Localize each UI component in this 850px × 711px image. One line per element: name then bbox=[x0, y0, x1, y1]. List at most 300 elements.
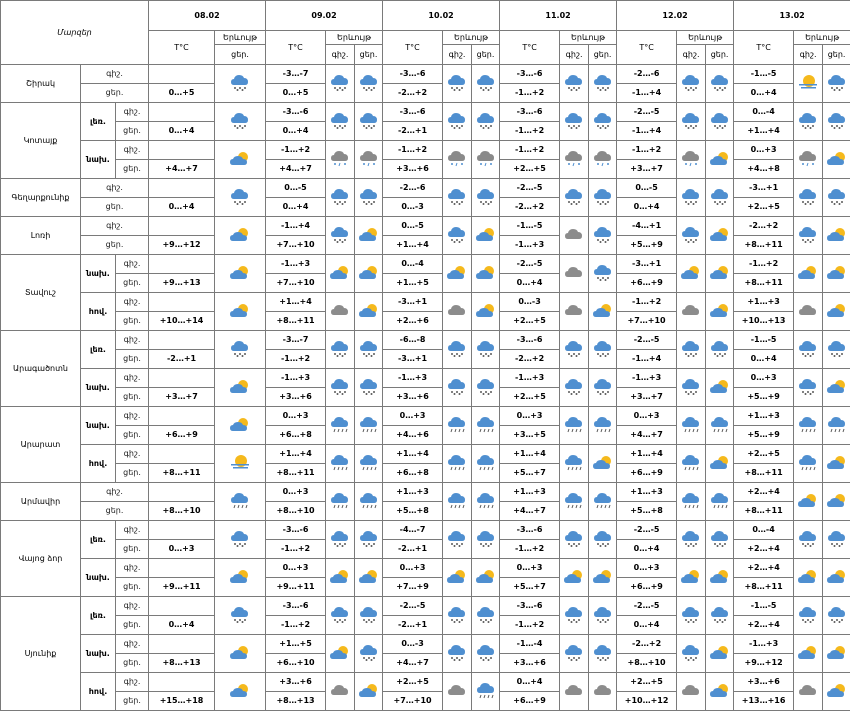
temperature: -1…+3 bbox=[500, 236, 560, 255]
temperature: +2…+4 bbox=[734, 483, 794, 502]
phenomenon-cell bbox=[677, 559, 706, 597]
temperature bbox=[149, 293, 215, 312]
phenomenon-cell bbox=[823, 65, 850, 103]
temperature: +10…+14 bbox=[149, 312, 215, 331]
sun-cloud-icon bbox=[358, 682, 380, 701]
sun-cloud-icon bbox=[826, 454, 848, 473]
cloud-snow-icon bbox=[592, 226, 614, 245]
night-header: գիշ. bbox=[794, 45, 823, 65]
temperature: -1…+3 bbox=[266, 255, 326, 274]
phenomenon-cell bbox=[589, 331, 617, 369]
sun-cloud-icon bbox=[709, 644, 731, 663]
sun-cloud-icon bbox=[229, 568, 251, 587]
temperature: -2…-5 bbox=[617, 597, 677, 616]
temperature: +6…+9 bbox=[617, 274, 677, 293]
night-header: գիշ. bbox=[677, 45, 706, 65]
cloud-rain-icon bbox=[797, 416, 819, 435]
phenomenon-cell bbox=[560, 483, 589, 521]
phenomenon-cell bbox=[215, 103, 266, 141]
cloud-snow-icon bbox=[826, 74, 848, 93]
temperature: -1…+4 bbox=[266, 217, 326, 236]
phenomenon-cell bbox=[215, 521, 266, 559]
cloud-snow-icon bbox=[475, 74, 497, 93]
temperature: +9…+11 bbox=[149, 578, 215, 597]
phenomenon-cell bbox=[215, 293, 266, 331]
temperature: -1…+2 bbox=[266, 540, 326, 559]
temperature: -1…+2 bbox=[266, 141, 326, 160]
temperature: 0…+3 bbox=[734, 369, 794, 388]
temperature: -1…-5 bbox=[734, 331, 794, 350]
sun-cloud-icon bbox=[358, 302, 380, 321]
phenomenon-cell bbox=[472, 293, 500, 331]
phenomenon-cell bbox=[443, 483, 472, 521]
cloud-snow-icon bbox=[358, 378, 380, 397]
cloud-sleet-icon bbox=[446, 150, 468, 169]
temperature bbox=[149, 217, 215, 236]
temperature: -1…+2 bbox=[734, 255, 794, 274]
phenomenon-cell bbox=[443, 103, 472, 141]
phenomenon-cell bbox=[560, 369, 589, 407]
table-row bbox=[1, 369, 850, 388]
temperature: 0…-4 bbox=[734, 521, 794, 540]
day-label: ցեր. bbox=[116, 692, 149, 711]
temperature: -1…+2 bbox=[500, 141, 560, 160]
phenomenon-header: Երևույթ bbox=[677, 31, 734, 45]
cloud-snow-icon bbox=[592, 74, 614, 93]
temperature: +4…+7 bbox=[266, 160, 326, 179]
sun-cloud-icon bbox=[358, 264, 380, 283]
phenomenon-cell bbox=[355, 407, 383, 445]
cloud-icon bbox=[592, 682, 614, 701]
temp-header: T°C bbox=[149, 31, 215, 65]
temperature: +5…+9 bbox=[734, 426, 794, 445]
temperature: -1…+4 bbox=[617, 122, 677, 141]
cloud-snow-icon bbox=[592, 530, 614, 549]
region-name: Սյունիք bbox=[1, 597, 81, 711]
cloud-snow-icon bbox=[592, 606, 614, 625]
temperature: -3…-6 bbox=[500, 521, 560, 540]
phenomenon-cell bbox=[443, 673, 472, 711]
sun-cloud-icon bbox=[826, 682, 848, 701]
temperature: +8…+11 bbox=[734, 236, 794, 255]
cloud-snow-icon bbox=[563, 74, 585, 93]
night-label: գիշ. bbox=[116, 521, 149, 540]
temperature: 0…+4 bbox=[734, 350, 794, 369]
temperature: +3…+6 bbox=[500, 654, 560, 673]
temperature: 0…+4 bbox=[266, 198, 326, 217]
phenomenon-cell bbox=[443, 179, 472, 217]
temperature: 0…+3 bbox=[383, 407, 443, 426]
sun-cloud-icon bbox=[592, 454, 614, 473]
sun-cloud-icon bbox=[592, 568, 614, 587]
cloud-icon bbox=[563, 264, 585, 283]
date-10.02: 10.02 bbox=[383, 1, 500, 31]
cloud-snow-icon bbox=[358, 644, 380, 663]
temperature: +4…+7 bbox=[149, 160, 215, 179]
temperature: +9…+12 bbox=[734, 654, 794, 673]
cloud-rain-icon bbox=[680, 454, 702, 473]
sun-cloud-icon bbox=[709, 682, 731, 701]
cloud-snow-icon bbox=[329, 112, 351, 131]
sun-cloud-icon bbox=[446, 264, 468, 283]
temperature: 0…+3 bbox=[383, 559, 443, 578]
phenomenon-cell bbox=[443, 141, 472, 179]
temperature: +1…+3 bbox=[734, 293, 794, 312]
phenomenon-cell bbox=[794, 445, 823, 483]
temperature: -1…+3 bbox=[617, 369, 677, 388]
temperature: 0…-3 bbox=[383, 635, 443, 654]
cloud-snow-icon bbox=[446, 644, 468, 663]
cloud-snow-icon bbox=[446, 226, 468, 245]
temperature: +6…+9 bbox=[149, 426, 215, 445]
phenomenon-cell bbox=[560, 673, 589, 711]
temperature: +6…+9 bbox=[617, 578, 677, 597]
phenomenon-cell bbox=[472, 407, 500, 445]
temperature: -1…+2 bbox=[383, 141, 443, 160]
temperature: 0…+3 bbox=[734, 141, 794, 160]
phenomenon-cell bbox=[326, 65, 355, 103]
subregion-label: հով. bbox=[81, 673, 116, 711]
temperature: +6…+8 bbox=[266, 426, 326, 445]
cloud-icon bbox=[680, 302, 702, 321]
phenomenon-cell bbox=[706, 255, 734, 293]
temperature bbox=[149, 141, 215, 160]
cloud-snow-icon bbox=[475, 378, 497, 397]
phenomenon-header: Երևույթ bbox=[560, 31, 617, 45]
phenomenon-cell bbox=[706, 293, 734, 331]
phenomenon-cell bbox=[355, 673, 383, 711]
phenomenon-cell bbox=[589, 597, 617, 635]
sun-cloud-icon bbox=[229, 682, 251, 701]
temperature: +7…+10 bbox=[266, 236, 326, 255]
phenomenon-cell bbox=[677, 407, 706, 445]
region-name: Կոտայք bbox=[1, 103, 81, 179]
cloud-sleet-icon bbox=[563, 150, 585, 169]
sun-cloud-icon bbox=[229, 226, 251, 245]
temperature: +3…+6 bbox=[734, 673, 794, 692]
sun-cloud-icon bbox=[229, 378, 251, 397]
cloud-snow-icon bbox=[592, 644, 614, 663]
phenomenon-cell bbox=[326, 103, 355, 141]
phenomenon-cell bbox=[589, 673, 617, 711]
phenomenon-cell bbox=[355, 483, 383, 521]
phenomenon-cell bbox=[677, 255, 706, 293]
cloud-rain-icon bbox=[446, 492, 468, 511]
cloud-rain-icon bbox=[329, 492, 351, 511]
phenomenon-cell bbox=[355, 255, 383, 293]
cloud-snow-icon bbox=[592, 264, 614, 283]
phenomenon-cell bbox=[560, 559, 589, 597]
temperature: +2…+6 bbox=[383, 312, 443, 331]
temperature: -3…+1 bbox=[383, 350, 443, 369]
subregion-label: նախ. bbox=[81, 369, 116, 407]
sun-cloud-icon bbox=[709, 568, 731, 587]
cloud-sleet-icon bbox=[358, 150, 380, 169]
cloud-snow-icon bbox=[229, 74, 251, 93]
temperature: -1…+3 bbox=[383, 369, 443, 388]
cloud-rain-icon bbox=[563, 416, 585, 435]
sun-cloud-icon bbox=[680, 568, 702, 587]
temperature: 0…+3 bbox=[617, 407, 677, 426]
phenomenon-cell bbox=[589, 407, 617, 445]
phenomenon-cell bbox=[706, 407, 734, 445]
phenomenon-cell bbox=[677, 483, 706, 521]
phenomenon-cell bbox=[589, 445, 617, 483]
cloud-snow-icon bbox=[229, 112, 251, 131]
cloud-snow-icon bbox=[709, 340, 731, 359]
temperature: -6…-8 bbox=[383, 331, 443, 350]
temperature: +9…+12 bbox=[149, 236, 215, 255]
temperature: -3…-7 bbox=[266, 331, 326, 350]
temperature bbox=[149, 331, 215, 350]
temperature: +5…+8 bbox=[617, 502, 677, 521]
temperature: -1…+2 bbox=[500, 540, 560, 559]
temperature: +2…+4 bbox=[734, 559, 794, 578]
phenomenon-cell bbox=[326, 483, 355, 521]
temperature: -1…+4 bbox=[617, 350, 677, 369]
temperature: +8…+11 bbox=[734, 502, 794, 521]
temperature: +3…+7 bbox=[617, 388, 677, 407]
phenomenon-cell bbox=[472, 141, 500, 179]
temperature: 0…+3 bbox=[266, 483, 326, 502]
temperature: -2…+1 bbox=[383, 540, 443, 559]
phenomenon-cell bbox=[823, 217, 850, 255]
cloud-snow-icon bbox=[358, 188, 380, 207]
phenomenon-cell bbox=[794, 65, 823, 103]
cloud-snow-icon bbox=[475, 530, 497, 549]
corner-title: Մարզեր bbox=[1, 1, 149, 65]
day-header: ցեր. bbox=[215, 45, 266, 65]
temperature: +2…+4 bbox=[734, 616, 794, 635]
night-label: գիշ. bbox=[81, 65, 149, 84]
cloud-snow-icon bbox=[358, 340, 380, 359]
phenomenon-cell bbox=[823, 255, 850, 293]
temperature: -1…+2 bbox=[500, 84, 560, 103]
sun-cloud-icon bbox=[229, 264, 251, 283]
temperature: 0…+3 bbox=[500, 559, 560, 578]
temperature: -3…-6 bbox=[500, 103, 560, 122]
temperature: -4…-7 bbox=[383, 521, 443, 540]
cloud-snow-icon bbox=[475, 606, 497, 625]
temperature: -2…+2 bbox=[500, 198, 560, 217]
phenomenon-cell bbox=[589, 179, 617, 217]
temperature: +5…+8 bbox=[383, 502, 443, 521]
temperature: -1…+4 bbox=[617, 84, 677, 103]
temp-header: T°C bbox=[617, 31, 677, 65]
region-name: Լոռի bbox=[1, 217, 81, 255]
temperature: +1…+3 bbox=[734, 407, 794, 426]
temperature: +2…+5 bbox=[500, 160, 560, 179]
region-name: Տավուշ bbox=[1, 255, 81, 331]
temperature: +8…+11 bbox=[734, 274, 794, 293]
temperature: +6…+9 bbox=[617, 464, 677, 483]
phenomenon-cell bbox=[589, 103, 617, 141]
sun-cloud-icon bbox=[229, 644, 251, 663]
temperature: +6…+8 bbox=[383, 464, 443, 483]
phenomenon-cell bbox=[560, 635, 589, 673]
temperature: +3…+7 bbox=[617, 160, 677, 179]
phenomenon-cell bbox=[706, 483, 734, 521]
phenomenon-cell bbox=[472, 369, 500, 407]
temperature bbox=[149, 103, 215, 122]
day-label: ցեր. bbox=[116, 274, 149, 293]
phenomenon-cell bbox=[823, 521, 850, 559]
phenomenon-cell bbox=[823, 635, 850, 673]
phenomenon-cell bbox=[589, 217, 617, 255]
night-label: գիշ. bbox=[116, 559, 149, 578]
cloud-snow-icon bbox=[797, 530, 819, 549]
sun-cloud-icon bbox=[475, 226, 497, 245]
cloud-snow-icon bbox=[563, 644, 585, 663]
cloud-rain-icon bbox=[446, 416, 468, 435]
phenomenon-cell bbox=[443, 521, 472, 559]
date-09.02: 09.02 bbox=[266, 1, 383, 31]
sun-cloud-icon bbox=[229, 416, 251, 435]
temperature: +8…+11 bbox=[734, 578, 794, 597]
phenomenon-cell bbox=[326, 521, 355, 559]
phenomenon-cell bbox=[706, 673, 734, 711]
phenomenon-cell bbox=[472, 179, 500, 217]
temperature: -1…-4 bbox=[500, 635, 560, 654]
night-label: գիշ. bbox=[116, 331, 149, 350]
cloud-snow-icon bbox=[475, 188, 497, 207]
cloud-icon bbox=[446, 302, 468, 321]
temperature: +1…+4 bbox=[383, 236, 443, 255]
cloud-snow-icon bbox=[446, 606, 468, 625]
temperature: -3…+1 bbox=[383, 293, 443, 312]
phenomenon-cell bbox=[677, 65, 706, 103]
sun-cloud-icon bbox=[797, 644, 819, 663]
subregion-label: նախ. bbox=[81, 141, 116, 179]
day-header: ցեր. bbox=[823, 45, 850, 65]
temperature bbox=[149, 445, 215, 464]
cloud-snow-icon bbox=[709, 188, 731, 207]
table-row bbox=[1, 103, 850, 122]
sun-cloud-icon bbox=[797, 492, 819, 511]
sun-cloud-icon bbox=[709, 150, 731, 169]
phenomenon-cell bbox=[794, 141, 823, 179]
temperature: +8…+11 bbox=[266, 464, 326, 483]
day-label: ցեր. bbox=[81, 198, 149, 217]
subregion-label: լեռ. bbox=[81, 521, 116, 559]
temperature: -1…-5 bbox=[500, 217, 560, 236]
sun-cloud-icon bbox=[797, 264, 819, 283]
temperature bbox=[149, 255, 215, 274]
temperature: +3…+6 bbox=[266, 388, 326, 407]
phenomenon-cell bbox=[677, 141, 706, 179]
phenomenon-cell bbox=[355, 65, 383, 103]
temperature: +13…+16 bbox=[734, 692, 794, 711]
temperature: +2…+5 bbox=[500, 388, 560, 407]
cloud-rain-icon bbox=[475, 454, 497, 473]
temperature: -3…+1 bbox=[617, 255, 677, 274]
sun-cloud-icon bbox=[329, 644, 351, 663]
phenomenon-cell bbox=[326, 293, 355, 331]
temperature: 0…+4 bbox=[617, 540, 677, 559]
cloud-rain-icon bbox=[475, 682, 497, 701]
table-row bbox=[1, 635, 850, 654]
cloud-snow-icon bbox=[680, 112, 702, 131]
sun-haze-icon bbox=[797, 74, 819, 93]
phenomenon-cell bbox=[794, 179, 823, 217]
temperature: +1…+4 bbox=[500, 445, 560, 464]
temperature: 0…+3 bbox=[617, 559, 677, 578]
phenomenon-cell bbox=[355, 597, 383, 635]
phenomenon-cell bbox=[443, 331, 472, 369]
temperature: 0…+4 bbox=[617, 616, 677, 635]
phenomenon-cell bbox=[589, 141, 617, 179]
phenomenon-cell bbox=[355, 369, 383, 407]
temperature bbox=[149, 521, 215, 540]
cloud-snow-icon bbox=[229, 606, 251, 625]
temperature: 0…+4 bbox=[617, 198, 677, 217]
phenomenon-cell bbox=[560, 103, 589, 141]
phenomenon-cell bbox=[560, 255, 589, 293]
phenomenon-cell bbox=[472, 255, 500, 293]
table-row bbox=[1, 331, 850, 350]
phenomenon-cell bbox=[589, 559, 617, 597]
temperature: -3…-6 bbox=[500, 65, 560, 84]
cloud-snow-icon bbox=[563, 606, 585, 625]
night-label: գիշ. bbox=[81, 483, 149, 502]
temperature: +8…+13 bbox=[149, 654, 215, 673]
date-08.02: 08.02 bbox=[149, 1, 266, 31]
temperature: -1…-5 bbox=[734, 65, 794, 84]
night-header: գիշ. bbox=[443, 45, 472, 65]
cloud-sleet-icon bbox=[475, 150, 497, 169]
cloud-snow-icon bbox=[709, 606, 731, 625]
temperature: -1…+2 bbox=[500, 616, 560, 635]
phenomenon-cell bbox=[443, 445, 472, 483]
temperature: 0…+4 bbox=[149, 122, 215, 141]
cloud-snow-icon bbox=[329, 226, 351, 245]
temperature: +8…+10 bbox=[149, 502, 215, 521]
cloud-snow-icon bbox=[229, 188, 251, 207]
subregion-label: հով. bbox=[81, 293, 116, 331]
cloud-sleet-icon bbox=[680, 150, 702, 169]
temperature: -1…+2 bbox=[617, 293, 677, 312]
temperature: -2…-5 bbox=[500, 179, 560, 198]
sun-cloud-icon bbox=[826, 492, 848, 511]
cloud-snow-icon bbox=[680, 340, 702, 359]
cloud-snow-icon bbox=[797, 226, 819, 245]
phenomenon-cell bbox=[823, 331, 850, 369]
phenomenon-cell bbox=[706, 141, 734, 179]
cloud-snow-icon bbox=[475, 644, 497, 663]
temperature: +2…+5 bbox=[617, 673, 677, 692]
day-label: ցեր. bbox=[81, 236, 149, 255]
cloud-snow-icon bbox=[229, 340, 251, 359]
temperature: 0…+4 bbox=[734, 84, 794, 103]
phenomenon-cell bbox=[326, 179, 355, 217]
subregion-label: նախ. bbox=[81, 635, 116, 673]
cloud-snow-icon bbox=[446, 74, 468, 93]
cloud-snow-icon bbox=[709, 74, 731, 93]
cloud-icon bbox=[797, 682, 819, 701]
temperature: -1…+3 bbox=[266, 369, 326, 388]
day-label: ցեր. bbox=[116, 616, 149, 635]
phenomenon-cell bbox=[589, 635, 617, 673]
phenomenon-cell bbox=[355, 559, 383, 597]
subregion-label: հով. bbox=[81, 445, 116, 483]
phenomenon-cell bbox=[472, 521, 500, 559]
cloud-snow-icon bbox=[329, 530, 351, 549]
temperature: -1…+3 bbox=[734, 635, 794, 654]
phenomenon-cell bbox=[215, 407, 266, 445]
temperature: +7…+9 bbox=[383, 578, 443, 597]
phenomenon-cell bbox=[472, 65, 500, 103]
sun-cloud-icon bbox=[592, 302, 614, 321]
